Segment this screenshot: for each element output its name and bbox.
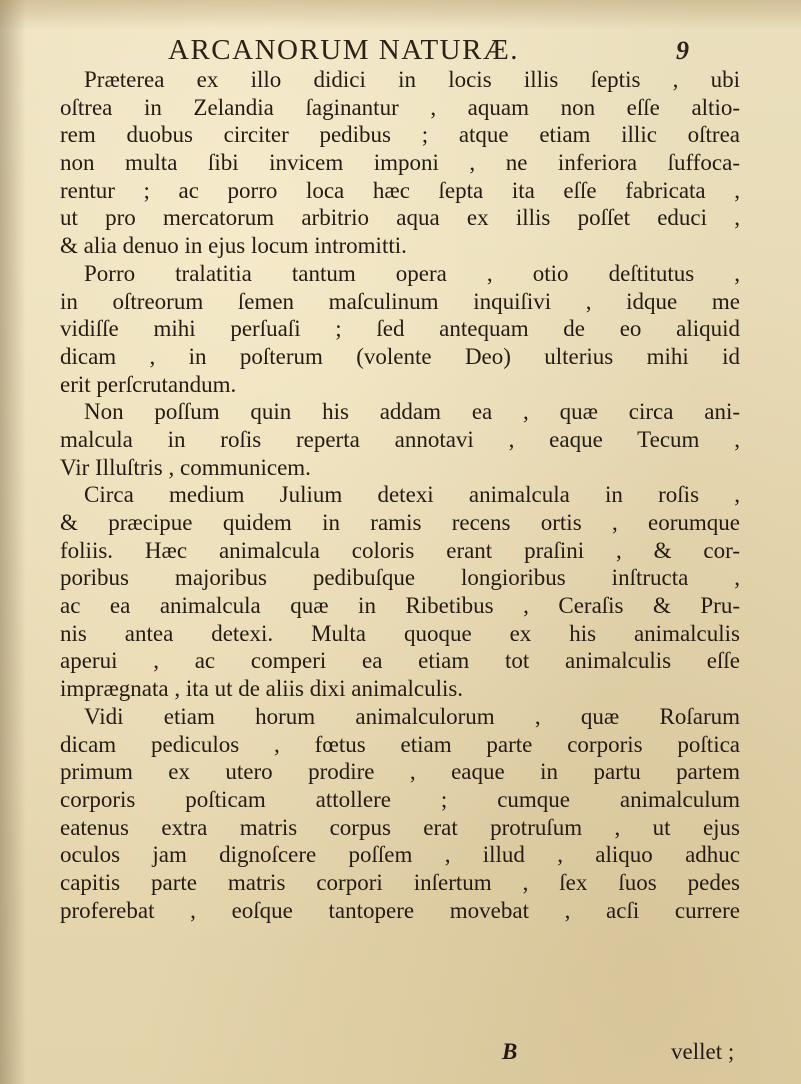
body-text: [60, 66, 740, 924]
text-line: in oſtreorum ſemen maſculinum inquiſivi , idque me: [60, 288, 740, 314]
text-line: Porro tralatitia tantum opera , otio deſtitutus ,: [84, 260, 740, 286]
text-line: Præterea ex illo didici in locis illis ſeptis , ubi: [84, 67, 740, 92]
text-line: nis antea detexi. Multa quoque ex his animalculis: [60, 620, 740, 646]
text-line: Circa medium Julium detexi animalcula in roſis ,: [84, 482, 740, 508]
signature-mark: B: [502, 1039, 518, 1064]
text-line: oculos jam dignoſcere poſſem , illud , aliquo adhuc: [60, 842, 740, 868]
text-line: vidiſſe mihi perſuaſi ; ſed antequam de eo aliquid: [60, 316, 740, 342]
text-line: erit perſcrutandum.: [60, 371, 237, 397]
catchword: vellet ;: [671, 1039, 735, 1064]
running-head: ARCANORUM NATURÆ.: [168, 34, 519, 66]
text-line: corporis poſticam attollere ; cumque animalculum: [60, 786, 740, 812]
text-line: rentur ; ac porro loca hæc ſepta ita eſſe fabricata ,: [60, 177, 740, 203]
text-line: & præcipue quidem in ramis recens ortis , eorumque: [60, 510, 740, 535]
text-line: malcula in roſis reperta annotavi , eaque Tecum ,: [60, 426, 740, 452]
text-line: capitis parte matris corpori inſertum , ſex ſuos pedes: [60, 869, 740, 895]
text-line: aperui , ac comperi ea etiam tot animalculis eſſe: [60, 648, 740, 674]
text-line: primum ex utero prodire , eaque in partu partem: [60, 759, 740, 785]
text-line: imprægnata , ita ut de aliis dixi animalculis.: [60, 676, 464, 702]
text-line: proferebat , eoſque tantopere movebat , acſi currere: [60, 897, 740, 923]
text-line: ac ea animalcula quæ in Ribetibus , Ceraſis & Pru-: [60, 593, 740, 619]
text-line: Vidi etiam horum animalculorum , quæ Roſarum: [84, 703, 740, 729]
page-number: 9: [676, 36, 689, 65]
text-line: rem duobus circiter pedibus ; atque etiam illic oſtrea: [60, 122, 740, 148]
page-footer: [60, 1039, 740, 1069]
text-line: non multa ſibi invicem imponi , ne inferiora ſuffoca-: [60, 150, 740, 176]
text-line: dicam , in poſterum (volente Deo) ulterius mihi id: [60, 343, 740, 369]
text-line: foliis. Hæc animalcula coloris erant praſini , & cor-: [60, 537, 740, 563]
text-line: poribus majoribus pedibuſque longioribus inſtructa ,: [60, 565, 740, 591]
text-line: oſtrea in Zelandia ſaginantur , aquam non eſſe altio-: [60, 94, 740, 120]
spine-shadow: [0, 0, 26, 1084]
text-line: & alia denuo in ejus locum intromitti.: [60, 233, 407, 259]
text-line: eatenus extra matris corpus erat protruſum , ut ejus: [60, 814, 740, 840]
page-header: [0, 30, 801, 70]
text-line: dicam pediculos , fœtus etiam parte corporis poſtica: [60, 731, 740, 757]
text-line: Non poſſum quin his addam ea , quæ circa ani-: [84, 399, 740, 425]
text-line: Vir Illuſtris , communicem.: [60, 454, 311, 480]
page-stain: [0, 0, 801, 30]
text-line: ut pro mercatorum arbitrio aqua ex illis poſſet educi ,: [60, 205, 740, 231]
